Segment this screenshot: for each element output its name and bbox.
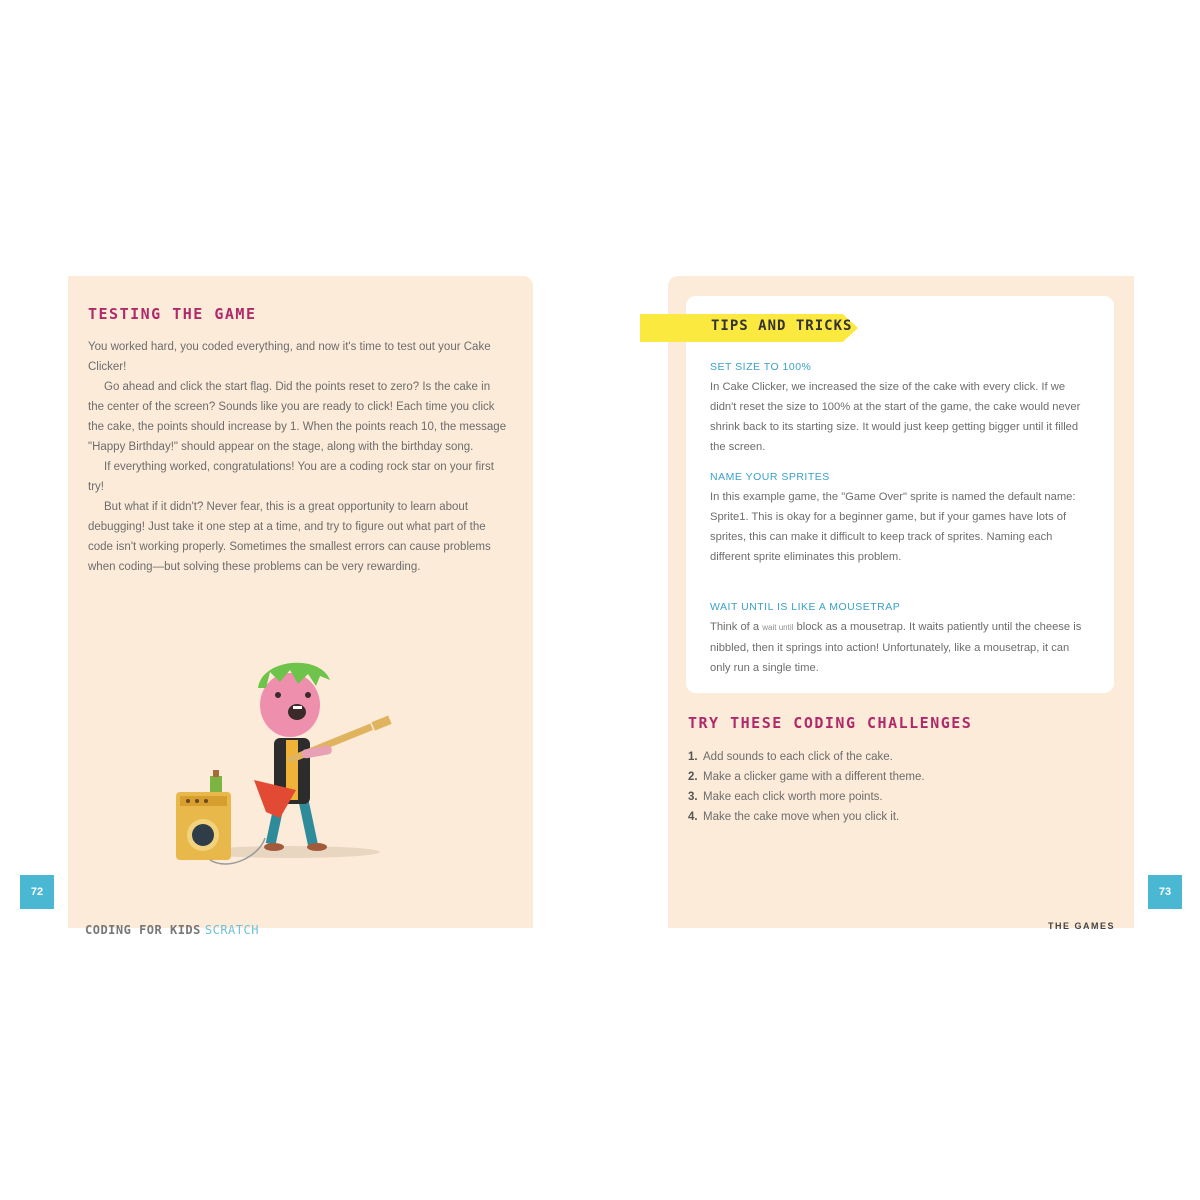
tip-body: In this example game, the "Game Over" sprite is named the default name: Sprite1. This is okay for a beginner game, but if your games have lots of sprites, this can make it difficult to keep track of sprites. Naming each different sprite eliminates this problem.: [710, 491, 1076, 563]
amp-icon: [176, 770, 231, 860]
tip-body: [710, 617, 1090, 678]
paragraph: Go ahead and click the start flag. Did the points reset to zero? Is the cake in the center of the screen? Sounds like you are ready to click! Each time you click the cake, the points should increase by 1. When the points reach 10, the message "Happy Birthday!" should appear on the stage, along with the birthday song.: [88, 381, 507, 453]
list-number: 4.: [688, 811, 698, 823]
tip-body-start: Think of a: [710, 621, 760, 633]
section-heading-testing: TESTING THE GAME: [88, 305, 257, 323]
section-heading-challenges: TRY THESE CODING CHALLENGES: [688, 714, 973, 732]
list-item: [688, 747, 925, 767]
list-text: Make a clicker game with a different theme.: [703, 771, 925, 783]
list-item: [688, 767, 925, 787]
list-number: 3.: [688, 791, 698, 803]
list-text: Add sounds to each click of the cake.: [703, 751, 893, 763]
challenges-list: [688, 747, 925, 827]
list-number: 2.: [688, 771, 698, 783]
tip-heading: SET SIZE TO 100%: [710, 361, 812, 373]
list-text: Make the cake move when you click it.: [703, 811, 900, 823]
page-number: 73: [1148, 875, 1182, 909]
paragraph: If everything worked, congratulations! You are a coding rock star on your first try!: [88, 461, 494, 493]
left-body-text: [88, 337, 508, 577]
footer-section: THE GAMES: [1048, 921, 1116, 931]
paragraph: You worked hard, you coded everything, and now it's time to test out your Cake Clicker!: [88, 341, 491, 373]
tip-body-end: block as a mousetrap. It waits patiently until the cheese is nibbled, then it springs into action! Unfortunately, like a mousetrap, it can only run a single time.: [710, 621, 1082, 674]
list-text: Make each click worth more points.: [703, 791, 883, 803]
tip-heading: NAME YOUR SPRITES: [710, 471, 830, 483]
list-number: 1.: [688, 751, 698, 763]
page-number: 72: [20, 875, 54, 909]
list-item: [688, 787, 925, 807]
wait-until-block-label: wait until: [762, 623, 794, 632]
guitarist-illustration: [170, 640, 400, 880]
list-item: [688, 807, 925, 827]
paragraph: But what if it didn't? Never fear, this is a great opportunity to learn about debugging! Just take it one step at a time, and try to figure out what part of the code isn't working properly. Sometimes the smallest errors can cause problems when coding—but solving these problems can be very rewarding.: [88, 501, 491, 573]
book-subtitle: SCRATCH: [204, 923, 259, 937]
book-title: CODING FOR KIDS: [85, 923, 201, 937]
tips-title: TIPS AND TRICKS: [711, 318, 853, 334]
tip-body: In Cake Clicker, we increased the size of the cake with every click. If we didn't reset the size to 100% at the start of the game, the cake would never shrink back to its starting size. It would just keep getting bigger until it filled the screen.: [710, 381, 1081, 453]
tip-heading: WAIT UNTIL IS LIKE A MOUSETRAP: [710, 601, 901, 613]
footer-book-title: [85, 923, 259, 937]
